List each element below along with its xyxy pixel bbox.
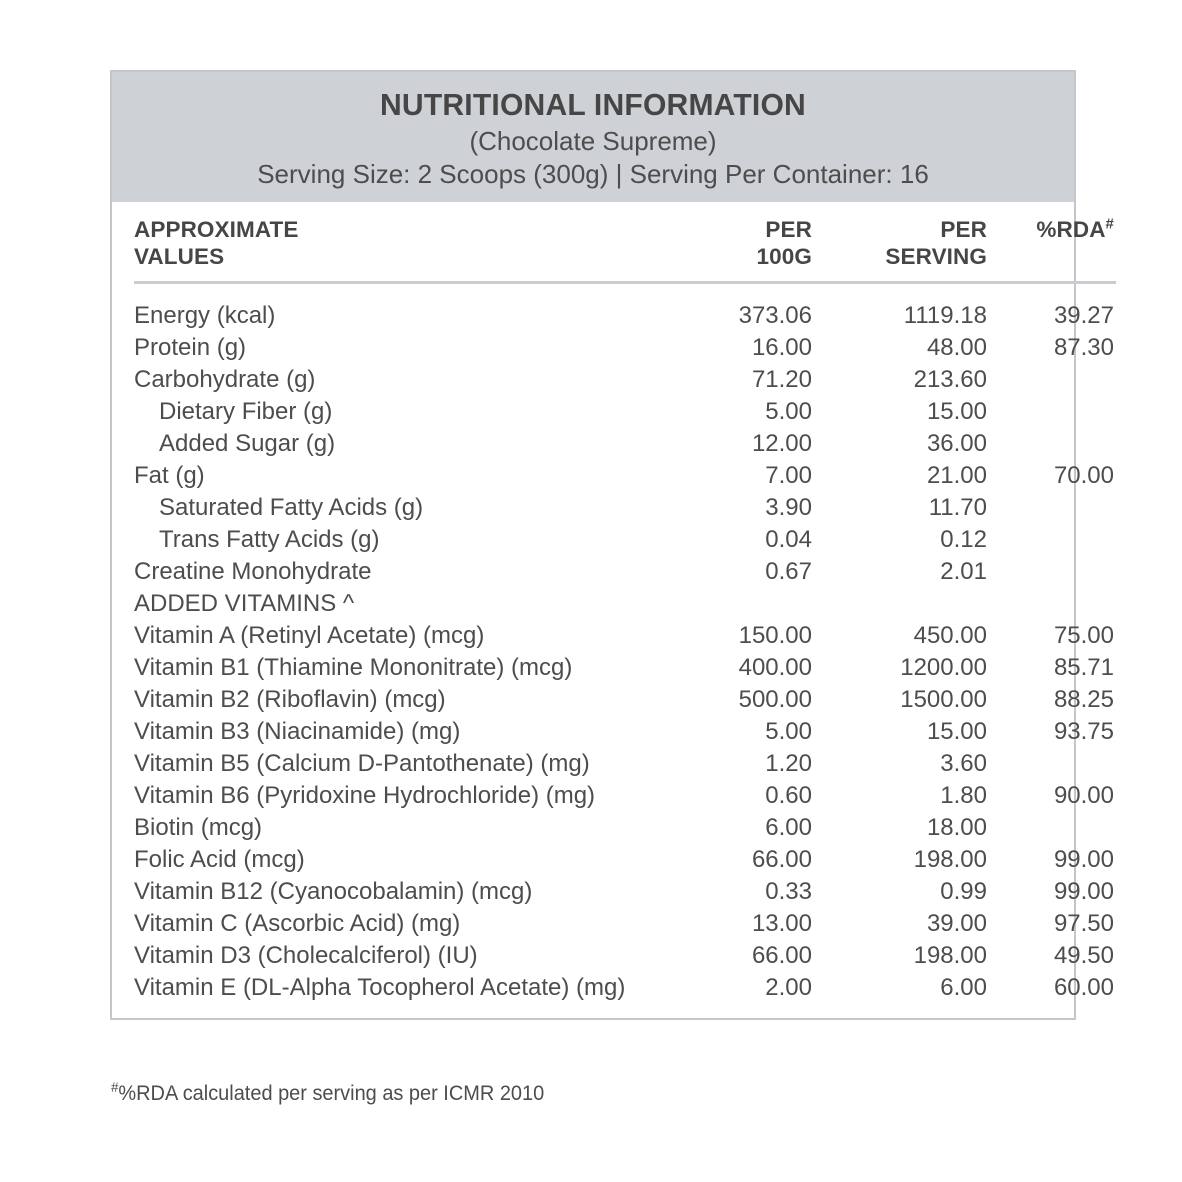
nutrient-per-100g-value: 2.00 bbox=[765, 973, 812, 1001]
nutrient-per-serving-value: 1119.18 bbox=[903, 301, 987, 329]
nutrient-per-serving-value: 450.00 bbox=[913, 621, 987, 649]
column-header-rda-label: %RDA bbox=[1036, 216, 1106, 242]
nutrient-per-serving-value: 2.01 bbox=[940, 557, 987, 585]
nutrient-per-100g-value: 71.20 bbox=[751, 365, 812, 393]
nutrient-name: Trans Fatty Acids (g) bbox=[159, 525, 380, 553]
table-row bbox=[134, 908, 1116, 940]
nutrient-per-100g-value: 13.00 bbox=[751, 909, 812, 937]
nutrient-rda-value bbox=[989, 396, 1116, 428]
column-header-per-serving bbox=[814, 216, 989, 271]
nutrient-per-100g-value: 6.00 bbox=[765, 813, 812, 841]
nutrient-per-100g-value: 0.33 bbox=[765, 877, 812, 905]
nutrient-per-100g-value: 0.04 bbox=[765, 525, 812, 553]
table-row bbox=[134, 460, 1116, 492]
nutrient-rda-value bbox=[989, 364, 1116, 396]
nutrient-name: Fat (g) bbox=[134, 461, 205, 489]
table-row bbox=[134, 716, 1116, 748]
table-row bbox=[134, 588, 1116, 620]
column-header-per-serving-line2: SERVING bbox=[885, 244, 987, 270]
nutrient-name: Vitamin A (Retinyl Acetate) (mcg) bbox=[134, 621, 485, 649]
table-body bbox=[134, 300, 1116, 1004]
nutrient-per-100g-value: 12.00 bbox=[751, 429, 812, 457]
table-row bbox=[134, 364, 1116, 396]
nutrient-name: Folic Acid (mcg) bbox=[134, 845, 305, 873]
column-header-per-100g-line1: PER bbox=[765, 216, 812, 242]
nutrient-per-100g-value: 1.20 bbox=[765, 749, 812, 777]
panel-header bbox=[112, 72, 1074, 202]
table-row bbox=[134, 940, 1116, 972]
nutrient-name: Added Sugar (g) bbox=[159, 429, 336, 457]
page-title: NUTRITIONAL INFORMATION bbox=[380, 87, 806, 122]
nutrient-per-100g-value bbox=[674, 588, 814, 620]
nutrient-rda-value bbox=[989, 588, 1116, 620]
nutrient-per-100g-value: 66.00 bbox=[751, 941, 812, 969]
table-header bbox=[134, 216, 1116, 300]
nutrient-per-serving-value: 0.99 bbox=[940, 877, 987, 905]
nutrient-name: Vitamin B3 (Niacinamide) (mg) bbox=[134, 717, 461, 745]
nutrient-name: Protein (g) bbox=[134, 333, 247, 361]
footnote-text: %RDA calculated per serving as per ICMR 2010 bbox=[118, 1082, 545, 1105]
column-header-per-serving-line1: PER bbox=[940, 216, 987, 242]
column-header-rda bbox=[989, 216, 1116, 271]
nutrient-rda-value: 97.50 bbox=[1053, 909, 1114, 937]
flavor-subtitle: (Chocolate Supreme) bbox=[469, 126, 717, 157]
nutrient-per-100g-value: 5.00 bbox=[765, 397, 812, 425]
nutrition-panel bbox=[110, 70, 1114, 1020]
table-row bbox=[134, 620, 1116, 652]
nutrient-rda-value: 49.50 bbox=[1053, 941, 1114, 969]
header-rule-row bbox=[134, 271, 1116, 284]
nutrient-per-serving-value: 0.12 bbox=[940, 525, 987, 553]
nutrient-name: Vitamin B2 (Riboflavin) (mcg) bbox=[134, 685, 446, 713]
header-rule-cell bbox=[134, 271, 1116, 284]
nutrient-per-serving-value: 1200.00 bbox=[900, 653, 987, 681]
table-row bbox=[134, 780, 1116, 812]
nutrient-rda-value: 93.75 bbox=[1053, 717, 1114, 745]
table-row bbox=[134, 492, 1116, 524]
column-header-values-line1: APPROXIMATE bbox=[134, 216, 299, 242]
nutrient-rda-value bbox=[989, 812, 1116, 844]
nutrient-name: Vitamin B1 (Thiamine Mononitrate) (mcg) bbox=[134, 653, 573, 681]
nutrient-per-serving-value: 21.00 bbox=[926, 461, 987, 489]
nutrient-name: Energy (kcal) bbox=[134, 301, 276, 329]
table-row bbox=[134, 300, 1116, 332]
footnote-superscript: # bbox=[111, 1079, 119, 1095]
header-spacer-cell bbox=[134, 284, 1116, 300]
nutrient-name: Carbohydrate (g) bbox=[134, 365, 316, 393]
nutrient-name: ADDED VITAMINS ^ bbox=[134, 589, 355, 617]
nutrient-per-100g-value: 400.00 bbox=[738, 653, 812, 681]
serving-info: Serving Size: 2 Scoops (300g) | Serving Per Container: 16 bbox=[257, 159, 929, 190]
nutrition-table bbox=[134, 216, 1116, 1004]
nutrient-per-serving-value: 18.00 bbox=[926, 813, 987, 841]
nutrient-rda-value: 85.71 bbox=[1053, 653, 1114, 681]
nutrient-per-100g-value: 5.00 bbox=[765, 717, 812, 745]
nutrient-per-100g-value: 500.00 bbox=[738, 685, 812, 713]
nutrient-per-100g-value: 150.00 bbox=[738, 621, 812, 649]
nutrient-name: Vitamin E (DL-Alpha Tocopherol Acetate) (mg) bbox=[134, 973, 626, 1001]
nutrient-per-serving-value: 39.00 bbox=[926, 909, 987, 937]
footnote bbox=[111, 1079, 545, 1106]
nutrient-per-100g-value: 66.00 bbox=[751, 845, 812, 873]
nutrient-per-100g-value: 0.67 bbox=[765, 557, 812, 585]
nutrient-per-serving-value: 198.00 bbox=[913, 941, 987, 969]
nutrient-rda-value: 75.00 bbox=[1053, 621, 1114, 649]
nutrient-per-100g-value: 3.90 bbox=[765, 493, 812, 521]
nutrient-name: Saturated Fatty Acids (g) bbox=[159, 493, 424, 521]
nutrient-per-100g-value: 0.60 bbox=[765, 781, 812, 809]
table-row bbox=[134, 652, 1116, 684]
nutrient-per-serving-value: 1.80 bbox=[940, 781, 987, 809]
table-row bbox=[134, 812, 1116, 844]
nutrient-name: Vitamin C (Ascorbic Acid) (mg) bbox=[134, 909, 461, 937]
table-row bbox=[134, 524, 1116, 556]
nutrient-name: Biotin (mcg) bbox=[134, 813, 263, 841]
column-header-values bbox=[134, 216, 674, 271]
nutrient-per-100g-value: 7.00 bbox=[765, 461, 812, 489]
table-row bbox=[134, 428, 1116, 460]
nutrient-per-100g-value: 16.00 bbox=[751, 333, 812, 361]
nutrient-rda-value: 87.30 bbox=[1053, 333, 1114, 361]
nutrient-rda-value: 60.00 bbox=[1053, 973, 1114, 1001]
nutrient-per-serving-value: 198.00 bbox=[913, 845, 987, 873]
table-row bbox=[134, 972, 1116, 1004]
nutrient-per-serving-value: 11.70 bbox=[928, 493, 987, 521]
nutrient-rda-value bbox=[989, 556, 1116, 588]
nutrient-name: Creatine Monohydrate bbox=[134, 557, 372, 585]
table-row bbox=[134, 556, 1116, 588]
nutrient-name: Vitamin B6 (Pyridoxine Hydrochloride) (mg) bbox=[134, 781, 596, 809]
header-spacer-row bbox=[134, 284, 1116, 300]
column-header-rda-superscript: # bbox=[1105, 215, 1114, 233]
table-header-row bbox=[134, 216, 1116, 271]
table-row bbox=[134, 684, 1116, 716]
table-row bbox=[134, 876, 1116, 908]
nutrient-per-serving-value: 36.00 bbox=[926, 429, 987, 457]
nutrient-name: Vitamin B5 (Calcium D-Pantothenate) (mg) bbox=[134, 749, 590, 777]
nutrient-rda-value bbox=[989, 492, 1116, 524]
nutrient-per-serving-value: 15.00 bbox=[926, 397, 987, 425]
nutrient-rda-value: 70.00 bbox=[1053, 461, 1114, 489]
nutrient-rda-value: 90.00 bbox=[1053, 781, 1114, 809]
column-header-per-100g bbox=[674, 216, 814, 271]
nutrient-rda-value: 99.00 bbox=[1053, 845, 1114, 873]
nutrient-per-serving-value: 15.00 bbox=[926, 717, 987, 745]
table-row bbox=[134, 844, 1116, 876]
nutrient-per-serving-value: 3.60 bbox=[940, 749, 987, 777]
nutrient-rda-value: 99.00 bbox=[1053, 877, 1114, 905]
column-header-values-line2: VALUES bbox=[134, 244, 225, 270]
column-header-per-100g-line2: 100G bbox=[756, 244, 812, 270]
nutrient-per-100g-value: 373.06 bbox=[738, 301, 812, 329]
nutrient-per-serving-value: 1500.00 bbox=[900, 685, 987, 713]
nutrient-rda-value bbox=[989, 524, 1116, 556]
nutrient-name: Vitamin B12 (Cyanocobalamin) (mcg) bbox=[134, 877, 533, 905]
nutrient-per-serving-value: 6.00 bbox=[940, 973, 987, 1001]
table-row bbox=[134, 332, 1116, 364]
nutrient-rda-value bbox=[989, 748, 1116, 780]
nutrition-table-area bbox=[112, 202, 1114, 1018]
nutrient-per-serving-value bbox=[814, 588, 989, 620]
nutrient-name: Dietary Fiber (g) bbox=[159, 397, 333, 425]
table-row bbox=[134, 748, 1116, 780]
nutrient-name: Vitamin D3 (Cholecalciferol) (IU) bbox=[134, 941, 478, 969]
nutrient-per-serving-value: 48.00 bbox=[926, 333, 987, 361]
nutrient-rda-value bbox=[989, 428, 1116, 460]
nutrient-per-serving-value: 213.60 bbox=[913, 365, 987, 393]
nutrient-rda-value: 88.25 bbox=[1053, 685, 1114, 713]
table-row bbox=[134, 396, 1116, 428]
nutrient-rda-value: 39.27 bbox=[1053, 301, 1114, 329]
